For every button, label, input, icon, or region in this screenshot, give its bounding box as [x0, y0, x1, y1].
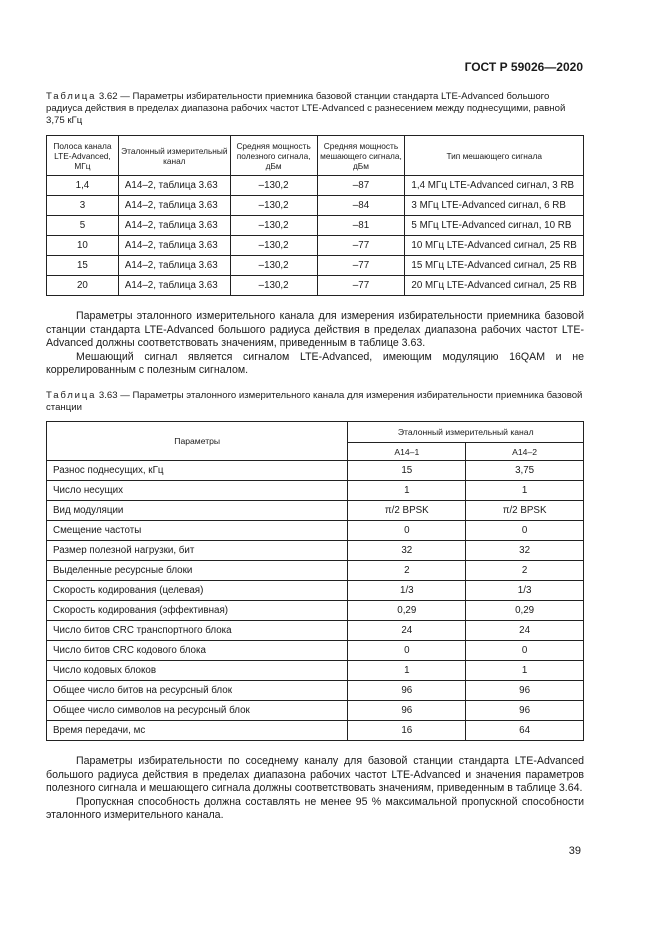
table-cell: 32: [348, 541, 466, 561]
table-row: [47, 521, 584, 541]
table-3-63: [46, 421, 584, 741]
table-cell: –130,2: [230, 216, 317, 236]
table-cell: 96: [466, 701, 584, 721]
table1-col-header: Средняя мощность полезного сигнала, дБм: [230, 136, 317, 176]
table-cell: Разнос поднесущих, кГц: [47, 461, 348, 481]
table-cell: 20: [47, 276, 119, 296]
table-cell: 16: [348, 721, 466, 741]
table-cell: Общее число символов на ресурсный блок: [47, 701, 348, 721]
table-cell: A14–2, таблица 3.63: [118, 196, 230, 216]
table-cell: A14–2, таблица 3.63: [118, 216, 230, 236]
table-cell: Вид модуляции: [47, 501, 348, 521]
paragraph: Параметры эталонного измерительного канала для измерения избирательности приемника базовой станции стандарта LTE-Advanced большого радиуса действия в пределах диапазона рабочих частот LTE-Advanced должны соответствовать значениям, приведенным в таблице 3.63.: [46, 310, 584, 349]
table1-label: Таблица: [46, 91, 97, 102]
table-cell: –130,2: [230, 196, 317, 216]
table-row: [47, 481, 584, 501]
table2-param-header: Параметры: [47, 422, 348, 461]
table-cell: Время передачи, мс: [47, 721, 348, 741]
table-cell: 1,4: [47, 176, 119, 196]
table1-col-header: Эталонный измерительный канал: [118, 136, 230, 176]
table-cell: 5 МГц LTE-Advanced сигнал, 10 RB: [405, 216, 584, 236]
table1-col-header: Средняя мощность мешающего сигнала, дБм: [317, 136, 405, 176]
paragraph: Пропускная способность должна составлять не менее 95 % максимальной пропускной способности эталонного измерительного канала.: [46, 795, 584, 821]
paragraph: Мешающий сигнал является сигналом LTE-Advanced, имеющим модуляцию 16QAM и не коррелированным с полезным сигналом.: [46, 350, 584, 376]
table-cell: Скорость кодирования (целевая): [47, 581, 348, 601]
table-cell: 3,75: [466, 461, 584, 481]
table-cell: 1/3: [348, 581, 466, 601]
table2-sub-header: A14–1: [348, 443, 466, 461]
table-cell: 96: [348, 681, 466, 701]
table-cell: 5: [47, 216, 119, 236]
table2-group-header: Эталонный измерительный канал: [348, 422, 584, 443]
table-cell: 10: [47, 236, 119, 256]
table-cell: –77: [317, 276, 405, 296]
table-row: [47, 236, 584, 256]
table-cell: Размер полезной нагрузки, бит: [47, 541, 348, 561]
document-id: ГОСТ Р 59026—2020: [464, 60, 583, 74]
table-cell: –130,2: [230, 176, 317, 196]
table-row: [47, 561, 584, 581]
table-row: [47, 661, 584, 681]
table1-col-header: Полоса канала LTE-Advanced, МГц: [47, 136, 119, 176]
table-cell: –87: [317, 176, 405, 196]
table-cell: –81: [317, 216, 405, 236]
table-cell: 20 МГц LTE-Advanced сигнал, 25 RB: [405, 276, 584, 296]
table-cell: 2: [466, 561, 584, 581]
table-row: [47, 501, 584, 521]
table-cell: 0: [348, 641, 466, 661]
table-cell: A14–2, таблица 3.63: [118, 276, 230, 296]
table-3-62: [46, 135, 584, 296]
table-cell: 24: [466, 621, 584, 641]
table-cell: 3 МГц LTE-Advanced сигнал, 6 RB: [405, 196, 584, 216]
table-cell: A14–2, таблица 3.63: [118, 236, 230, 256]
table-cell: π/2 BPSK: [348, 501, 466, 521]
body-text-2: [46, 755, 584, 823]
table-cell: A14–2, таблица 3.63: [118, 176, 230, 196]
table-cell: π/2 BPSK: [466, 501, 584, 521]
body-text-1: [46, 310, 584, 378]
table-row: [47, 641, 584, 661]
table-cell: 1,4 МГц LTE-Advanced сигнал, 3 RB: [405, 176, 584, 196]
table2-caption: [46, 390, 584, 414]
table-cell: –84: [317, 196, 405, 216]
table-cell: 0,29: [466, 601, 584, 621]
table-row: [47, 681, 584, 701]
table-cell: 0: [348, 521, 466, 541]
table-cell: Число битов CRC транспортного блока: [47, 621, 348, 641]
paragraph: Параметры избирательности по соседнему каналу для базовой станции стандарта LTE-Advanced большого радиуса действия в пределах диапазона рабочих частот LTE-Advanced и значения параметров полезного сигнала и мешающего сигнала должны соответствовать значениям, приведенным в таблице 3.64.: [46, 755, 584, 794]
table-row: [47, 721, 584, 741]
table-cell: 96: [466, 681, 584, 701]
table1-header-row: [47, 136, 584, 176]
table2-sub-header: A14–2: [466, 443, 584, 461]
table-row: [47, 581, 584, 601]
table-cell: 15 МГц LTE-Advanced сигнал, 25 RB: [405, 256, 584, 276]
table-cell: 1/3: [466, 581, 584, 601]
table-row: [47, 601, 584, 621]
table-cell: 1: [466, 481, 584, 501]
table-row: [47, 541, 584, 561]
table-cell: 0,29: [348, 601, 466, 621]
table-cell: Число кодовых блоков: [47, 661, 348, 681]
table-row: [47, 176, 584, 196]
table-row: [47, 256, 584, 276]
table-cell: 0: [466, 641, 584, 661]
table-cell: Скорость кодирования (эффективная): [47, 601, 348, 621]
table-cell: –130,2: [230, 236, 317, 256]
table-cell: Общее число битов на ресурсный блок: [47, 681, 348, 701]
table-cell: –77: [317, 236, 405, 256]
table-row: [47, 196, 584, 216]
table-row: [47, 461, 584, 481]
table-cell: 15: [348, 461, 466, 481]
table-cell: 24: [348, 621, 466, 641]
table-cell: –130,2: [230, 276, 317, 296]
table-cell: Число несущих: [47, 481, 348, 501]
table-cell: –130,2: [230, 256, 317, 276]
page-number: 39: [568, 845, 581, 857]
table-cell: 1: [466, 661, 584, 681]
table-row: [47, 621, 584, 641]
table-cell: 2: [348, 561, 466, 581]
table-cell: Число битов CRC кодового блока: [47, 641, 348, 661]
table-cell: Смещение частоты: [47, 521, 348, 541]
table-cell: 1: [348, 481, 466, 501]
table-cell: 3: [47, 196, 119, 216]
table-cell: 15: [47, 256, 119, 276]
table2-header-row: [47, 422, 584, 443]
table-cell: 10 МГц LTE-Advanced сигнал, 25 RB: [405, 236, 584, 256]
table-cell: –77: [317, 256, 405, 276]
table1-col-header: Тип мешающего сигнала: [405, 136, 584, 176]
table-row: [47, 701, 584, 721]
table1-caption-text: 3.62 — Параметры избирательности приемника базовой станции стандарта LTE-Advanced большого радиуса действия в пределах диапазона рабочих частот LTE-Advanced с разнесением между поднесущими, равной 3,75 кГц: [46, 91, 566, 126]
table1-caption: [46, 91, 584, 127]
table-row: [47, 276, 584, 296]
table2-label: Таблица: [46, 390, 97, 401]
table-row: [47, 216, 584, 236]
table-cell: 64: [466, 721, 584, 741]
table2-caption-text: 3.63 — Параметры эталонного измерительного канала для измерения избирательности приемника базовой станции: [46, 390, 583, 413]
table-cell: 32: [466, 541, 584, 561]
table-cell: 96: [348, 701, 466, 721]
table-cell: 1: [348, 661, 466, 681]
table-cell: A14–2, таблица 3.63: [118, 256, 230, 276]
table-cell: 0: [466, 521, 584, 541]
table-cell: Выделенные ресурсные блоки: [47, 561, 348, 581]
